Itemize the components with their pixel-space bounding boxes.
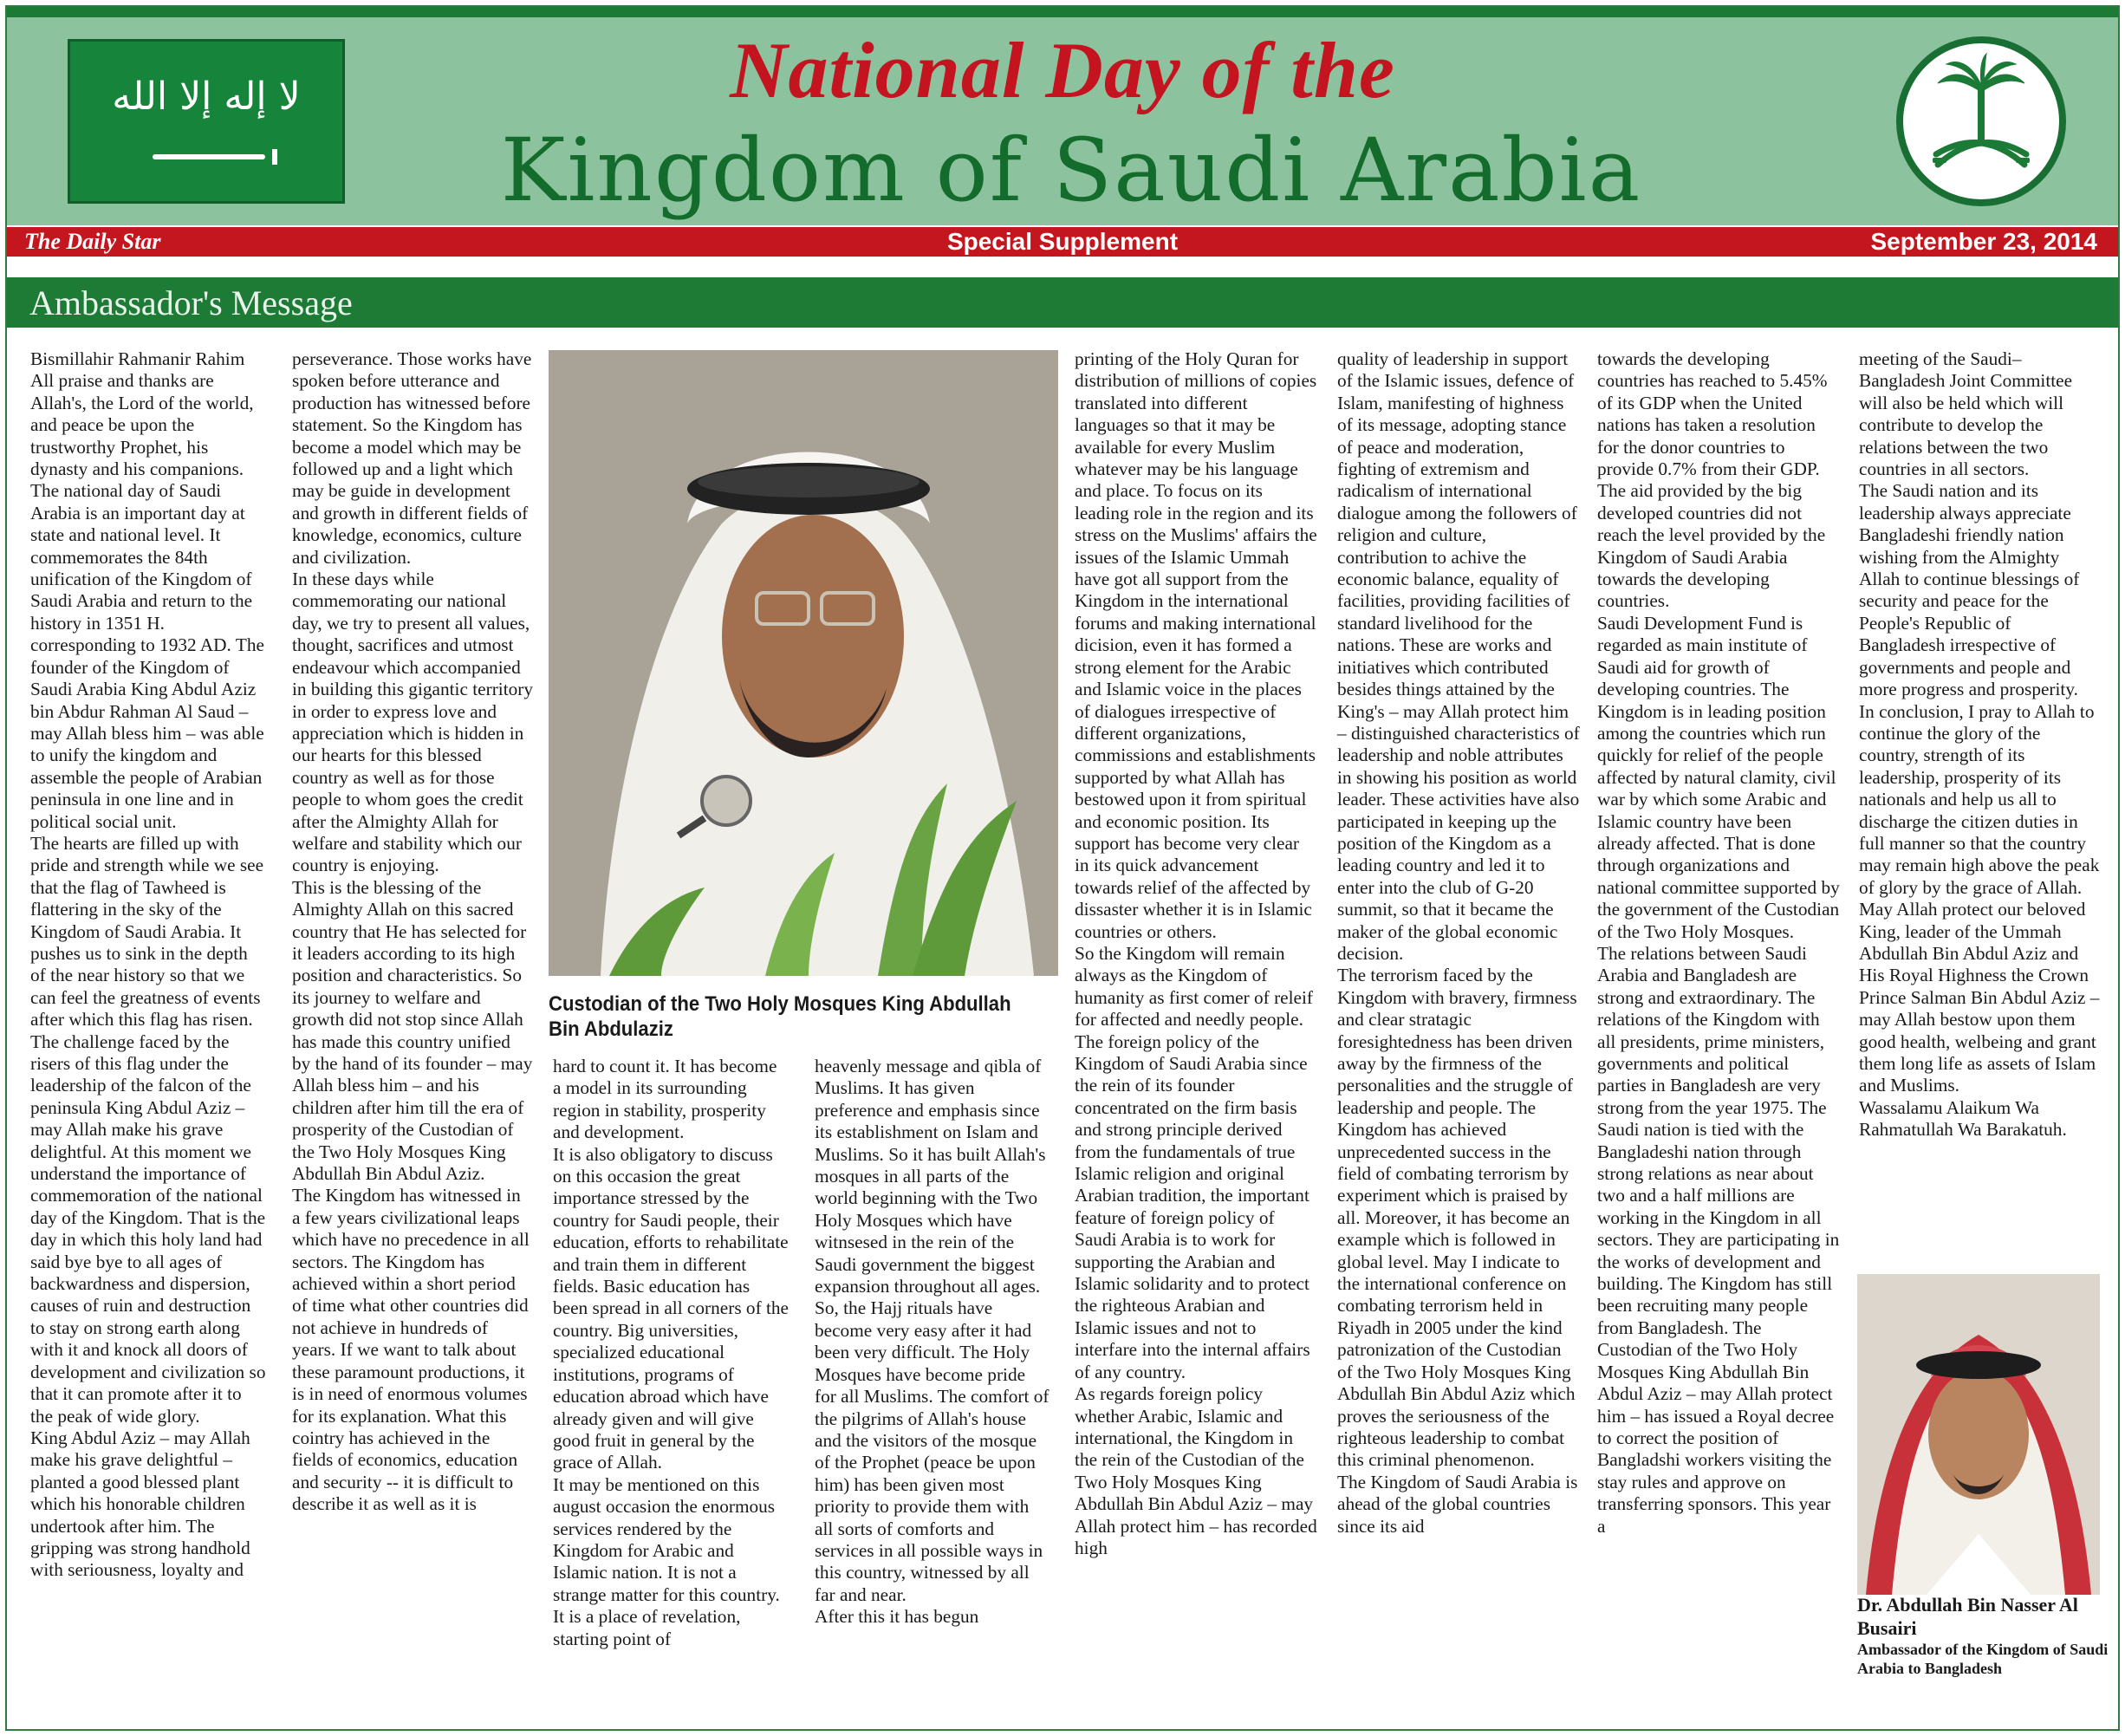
article-column-7: towards the developing countries has reached to 5.45% of its GDP when the United nations has taken a resolution for the donor countries to provide 0.7% from their GDP. The aid provided by the big developed countries did not reach the level provided by the Kingdom of Saudi Arabia towards the developing countries. Saudi Development Fund is regarded as main institute of Saudi aid for growth of developing countries. The Kingdom is in leading position among the countries which run quickly for relief of the people affected by natural clamity, civil war by which some Arabic and Islamic country have been already affected. That is done through organizations and national committee supported by the government of the Custodian of the Two Holy Mosques. The relations between Saudi Arabia and Bangladesh are strong and extraordinary. The relations of the Kingdom with all presidents, prime ministers, governments and political parties in Bangladesh are very strong from the year 1975. The Saudi nation is tied with the Bangladeshi nation through strong relations as near about two and a half millions are working in the Kingdom in all sectors. They are participating in the works of development and building. The Kingdom has still been recruiting many people from Bangladesh. The Custodian of the Two Holy Mosques King Abdullah Bin Abdul Aziz – may Allah protect him – has issued a Royal decree to correct the position of Bangladshi workers visiting the stay rules and approve on transferring sponsors. This year a (1597, 348, 1840, 1537)
king-abdullah-photo (549, 350, 1058, 976)
article-column-3: hard to count it. It has become a model in its surrounding region in stability, prosperity and development. It is also obligatory to discuss on this occasion the great importance stressed by the country for Saudi people, their education, efforts to rehabilitate and train them in different fields. Basic education has been spread in all corners of the country. Big universities, specialized educational institutions, programs of education abroad which have already given and will give good fruit in general by the grace of Allah. It may be mentioned on this august occasion the enormous services rendered by the Kingdom for Arabic and Islamic nation. It is not a strange matter for this country. It is a place of revelation, starting point of (553, 1056, 790, 1649)
newspaper-name: The Daily Star (24, 229, 161, 254)
publication-date: September 23, 2014 (1870, 228, 2097, 255)
ambassador-photo (1857, 1274, 2100, 1595)
ambassador-role: Ambassador of the Kingdom of Saudi Arabia to Bangladesh (1857, 1641, 2109, 1677)
article-column-5: printing of the Holy Quran for distribution of millions of copies translated into different languages so that it may be available for every Muslim whatever may be his language and place. To focus on its leading role in the region and its stress on the Muslims' affairs the issues of the Islamic Ummah have got all support from the Kingdom in the international forums and making international dicision, even it has formed a strong element for the Arabic and Islamic voice in the places of dialogues irrespective of different organizations, commissions and establishments supported by what Allah has bestowed upon it from spiritual and economic position. Its support has become very clear in its quick advancement towards relief of the affected by dissaster whether it is in Islamic countries or others. So the Kingdom will remain always as the Kingdom of humanity as first comer of releif for affected and needly people. The foreign policy of the Kingdom of Saudi Arabia since the rein of its founder concentrated on the firm basis and strong principle derived from the fundamentals of true Islamic religion and original Arabian tradition, the important feature of foreign policy of Saudi Arabia is to work for supporting the Arabian and Islamic solidarity and to protect the righteous Arabian and Islamic issues and not to interfare into the internal affairs of any country. As regards foreign policy whether Arabic, Islamic and international, the Kingdom in the rein of the Custodian of the Two Holy Mosques King Abdullah Bin Abdul Aziz – may Allah protect him – has recorded high (1075, 348, 1317, 1558)
article-column-1: Bismillahir Rahmanir Rahim All praise and thanks are Allah's, the Lord of the world, and peace be upon the trustworthy Prophet, his dynasty and his companions. The national day of Saudi Arabia is an important day at state and national level. It commemorates the 84th unification of the Kingdom of Saudi Arabia and return to the history in 1351 H. corresponding to 1932 AD. The founder of the Kingdom of Saudi Arabia King Abdul Aziz bin Abdur Rahman Al Saud – may Allah bless him – was able to unify the kingdom and assemble the people of Arabian peninsula in one line and in political social unit. The hearts are filled up with pride and strength while we see that the flag of Tawheed is flattering in the sky of the Kingdom of Saudi Arabia. It pushes us to sink in the depth of the near history so that we can feel the greatness of events after which this flag has risen. The challenge faced by the risers of this flag under the leadership of the falcon of the peninsula King Abdul Aziz – may Allah make his grave delightful. At this moment we understand the importance of commemoration of the national day of the Kingdom. That is the day in which this holy land had said bye bye to all ages of backwardness and dispersion, causes of ruin and destruction to stay on strong earth along with it and knock all doors of development and civilization so that it can promote after it to the peak of wide glory. King Abdul Aziz – may Allah make his grave delightful – planted a good blessed plant which his honorable children undertook after him. The gripping was strong handhold with seriousness, loyalty and (30, 348, 266, 1581)
article-column-8: meeting of the Saudi–Bangladesh Joint Committee will also be held which will contribute to develop the relations between the two countries in all sectors. The Saudi nation and its leadership always appreciate Bangladeshi friendly nation wishing from the Almighty Allah to continue blessings of security and peace for the People's Republic of Bangladesh irrespective of governments and people and more progress and prosperity. In conclusion, I pray to Allah to continue the glory of the country, strength of its leadership, prosperity of its nationals and help us all to discharge the citizen duties in full manner so that the country may remain high above the peak of glory by the grace of Allah. May Allah protect our beloved King, leader of the Ummah Abdullah Bin Abdul Aziz and His Royal Highness the Crown Prince Salman Bin Abdul Aziz – may Allah bestow upon them good health, welbeing and grant them long life as assets of Islam and Muslims. Wassalamu Alaikum Wa Rahmatullah Wa Barakatuh. (1859, 348, 2100, 1141)
section-title: Ambassador's Message (29, 283, 353, 322)
supplement-label: Special Supplement (946, 228, 1179, 255)
article-column-6: quality of leadership in support of the Islamic issues, defence of Islam, manifesting of highness of its message, adopting stance of peace and moderation, fighting of extremism and radicalism of international dialogue among the followers of religion and culture, contribution to achive the economic balance, equality of facilities, providing facilities of standard livelihood for the nations. These are works and initiatives which contributed besides things attained by the King's – may Allah protect him – distinguished characteristics of leadership and noble attributes in showing his position as world leader. These activities have also participated in keeping up the position of the Kingdom as a leading country and led it to enter into the club of G-20 summit, so that it became the maker of the global economic decision. The terrorism faced by the Kingdom with bravery, firmness and clear stratagic foresightedness has been driven away by the firmness of the personalities and the struggle of leadership and people. The Kingdom has achieved unprecedented success in the field of combating terrorism by experiment which is praised by all. Moreover, it has become an example which is followed in global level. May I indicate to the international conference on combating terrorism held in Riyadh in 2005 under the kind patronization of the Custodian of the Two Holy Mosques King Abdullah Bin Abdul Aziz which proves the seriousness of the righteous leadership to combat this criminal phenomenon. The Kingdom of Saudi Arabia is ahead of the global countries since its aid (1337, 348, 1580, 1537)
article-column-4: heavenly message and qibla of Muslims. It has given preference and emphasis since its establishment on Islam and Muslims. So it has built Allah's mosques in all parts of the world beginning with the Two Holy Mosques which have witnsesed in the rein of the Saudi government the biggest expansion throughout all ages. So, the Hajj rituals have become very easy after it had been very difficult. The Holy Mosques have become pride for all Muslims. The comfort of the pilgrims of Allah's house and the visitors of the mosque of the Prophet (peace be upon him) has been given most priority to provide them with all sorts of comforts and services in all possible ways in this country, witnessed by all far and near. After this it has begun (815, 1056, 1050, 1628)
title-line-1: National Day of the (730, 26, 1395, 114)
article-column-2: perseverance. Those works have spoken before utterance and production has witnessed before statement. So the Kingdom has become a model which may be followed up and a light which may be guide in development and growth in different fields of knowledge, economics, culture and civilization. In these days while commemorating our national day, we try to present all values, thought, sacrifices and utmost endeavour which accompanied in building this gigantic territory in order to express love and appreciation which is hidden in our hearts for this blessed country as well as for those people to whom goes the credit after the Almighty Allah for welfare and stability which our country is enjoying. This is the blessing of the Almighty Allah on this sacred country that He has selected for it leaders according to its high position and characteristics. So its journey to welfare and growth did not stop since Allah has made this country unified by the hand of its founder – may Allah bless him – and his children after him till the era of prosperity of the Custodian of the Two Holy Mosques King Abdullah Bin Abdul Aziz. The Kingdom has witnessed in a few years civilizational leaps which have no precedence in all sectors. The Kingdom has achieved within a short period of time what other countries did not achieve in hundreds of years. If we want to talk about these paramount productions, it is in need of enormous volumes for its explanation. What this cointry has achieved in the fields of economics, education and security -- it is difficult to describe it as well as it is (292, 348, 534, 1515)
title-line-2: Kingdom of Saudi Arabia (500, 120, 1642, 221)
palm-and-swords-emblem-icon (1896, 36, 2066, 206)
supplement-banner (7, 227, 2118, 257)
masthead (7, 17, 2118, 225)
ambassador-name: Dr. Abdullah Bin Nasser Al Busairi (1857, 1594, 2078, 1639)
banner-gap (7, 257, 2118, 277)
section-header (7, 277, 2118, 328)
ambassador-caption (1857, 1593, 2109, 1678)
top-green-rule (7, 7, 2118, 17)
king-photo-caption: Custodian of the Two Holy Mosques King Abdullah Bin Abdulaziz (549, 992, 1011, 1041)
flag-shahada-text: لا إله إلا الله (112, 75, 301, 119)
